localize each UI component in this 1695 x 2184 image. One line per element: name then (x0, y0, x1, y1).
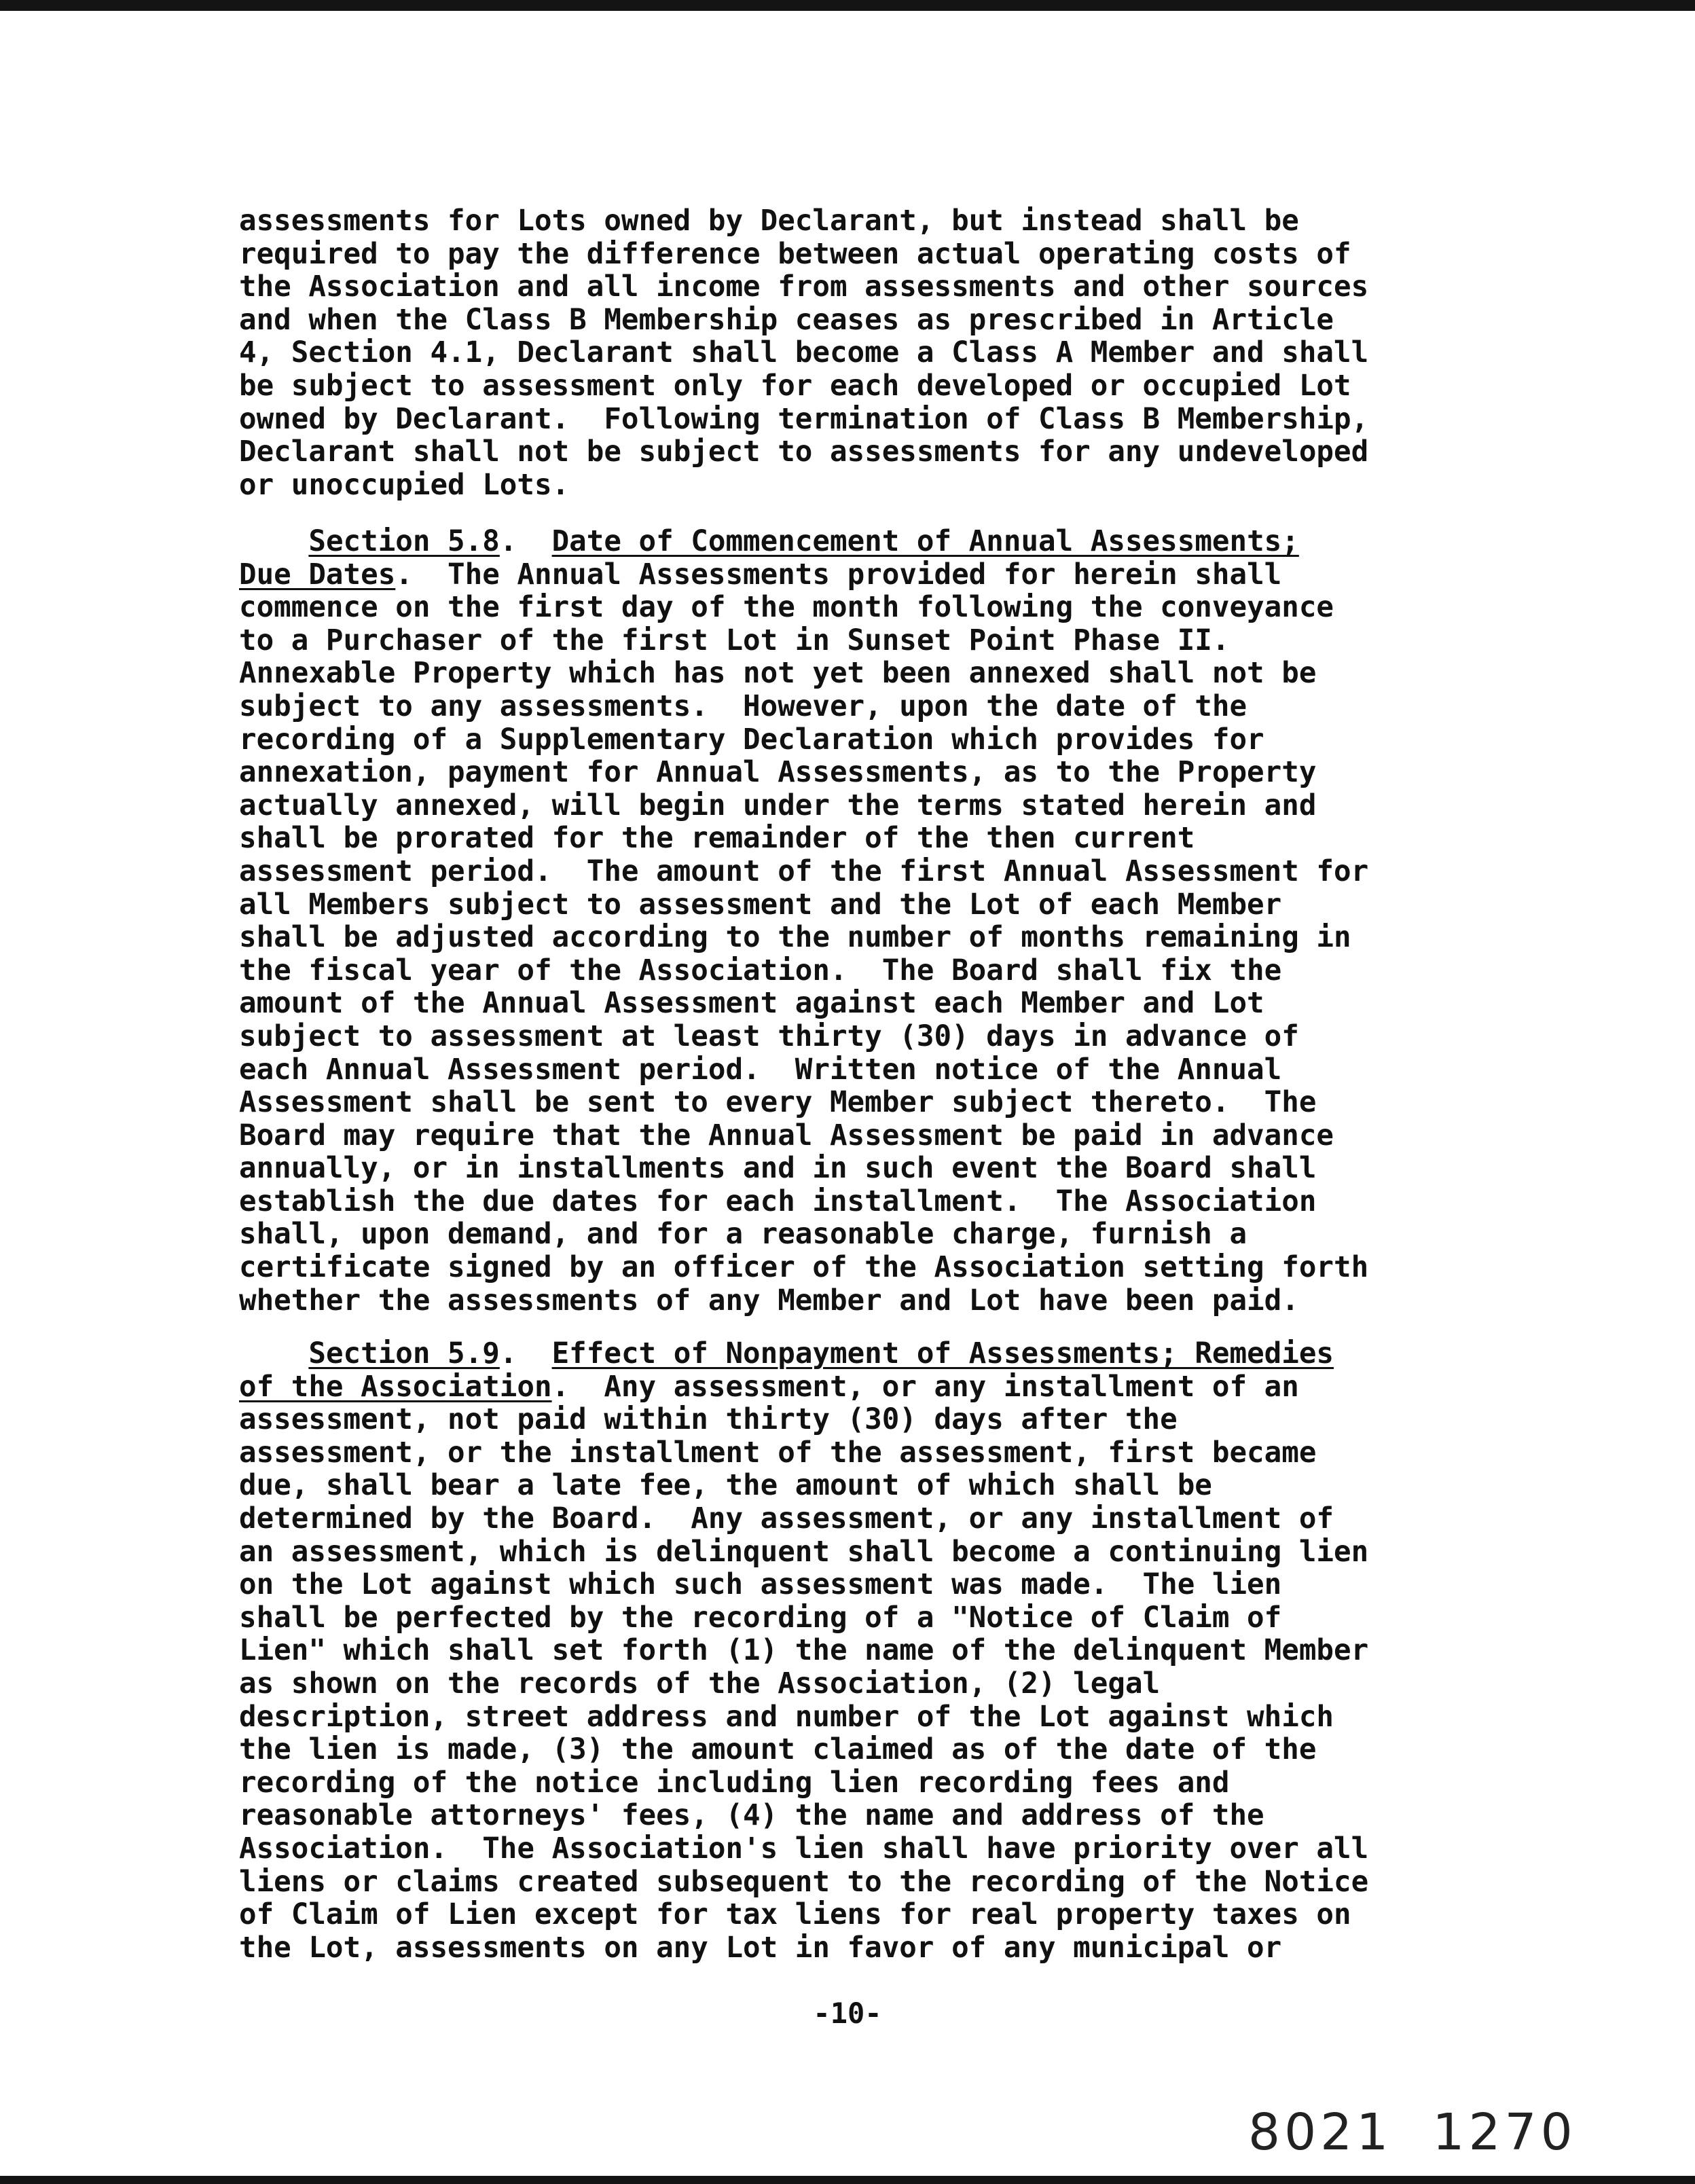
text-line: assessment, not paid within thirty (30) days after the (239, 1403, 1178, 1437)
text-line: liens or claims created subsequent to the recording of the Notice (239, 1865, 1369, 1899)
text-line: Declarant shall not be subject to assessments for any undeveloped (239, 435, 1369, 469)
section-heading-line (239, 1371, 1529, 1404)
text-line: reasonable attorneys' fees, (4) the name and address of the (239, 1799, 1264, 1833)
text-line: recording of the notice including lien recording fees and (239, 1766, 1230, 1800)
section-5-9 (239, 1338, 1529, 1965)
text-line: Board may require that the Annual Assessment be paid in advance (239, 1118, 1334, 1152)
text-line: the lien is made, (3) the amount claimed as of the date of the (239, 1733, 1317, 1767)
section-heading-line (239, 526, 1529, 559)
text-line: assessments for Lots owned by Declarant, but instead shall be (239, 204, 1299, 238)
heading-indent (239, 525, 308, 558)
text-line: amount of the Annual Assessment against each Member and Lot (239, 987, 1264, 1021)
text-line: actually annexed, will begin under the terms stated herein and (239, 788, 1317, 822)
text-line: shall be perfected by the recording of a "Notice of Claim of (239, 1601, 1282, 1635)
text-line: due, shall bear a late fee, the amount of which shall be (239, 1469, 1212, 1503)
text-line: annually, or in installments and in such event the Board shall (239, 1152, 1317, 1186)
text-line: shall be adjusted according to the number of months remaining in (239, 921, 1351, 955)
section-heading-line (239, 1338, 1529, 1371)
scan-bottom-edge (0, 2176, 1695, 2184)
section-separator: . (499, 1337, 552, 1370)
text-line: each Annual Assessment period. Written notice of the Annual (239, 1053, 1282, 1087)
text-line: all Members subject to assessment and the Lot of each Member (239, 888, 1282, 922)
section-number: Section 5.8 (308, 525, 500, 558)
text-line: and when the Class B Membership ceases as prescribed in Article (239, 303, 1334, 337)
heading-indent (239, 1337, 308, 1370)
section-body-start: . Any assessment, or any installment of an (551, 1370, 1299, 1404)
text-line: be subject to assessment only for each developed or occupied Lot (239, 369, 1351, 403)
text-line: Annexable Property which has not yet been annexed shall not be (239, 657, 1317, 691)
text-line: recording of a Supplementary Declaration which provides for (239, 723, 1264, 757)
text-line: commence on the first day of the month following the conveyance (239, 591, 1334, 625)
text-line: of Claim of Lien except for tax liens for real property taxes on (239, 1898, 1351, 1932)
section-title: Effect of Nonpayment of Assessments; Remedies (551, 1337, 1334, 1370)
text-line: certificate signed by an officer of the Association setting forth (239, 1251, 1369, 1285)
section-5-8 (239, 526, 1529, 1317)
text-line: Assessment shall be sent to every Member subject thereto. The (239, 1086, 1317, 1120)
text-line: shall, upon demand, and for a reasonable charge, furnish a (239, 1218, 1247, 1252)
text-line: Association. The Association's lien shall have priority over all (239, 1832, 1369, 1866)
section-heading-line (239, 559, 1529, 592)
text-line: 4, Section 4.1, Declarant shall become a Class A Member and shall (239, 336, 1369, 370)
section-title-continued: of the Association (239, 1370, 552, 1404)
document-id-stamp: 8021 1270 (1248, 2103, 1577, 2162)
text-line: annexation, payment for Annual Assessments, as to the Property (239, 756, 1317, 790)
section-title-continued: Due Dates (239, 558, 396, 592)
text-line: owned by Declarant. Following termination of Class B Membership, (239, 402, 1369, 436)
text-line: subject to any assessments. However, upon the date of the (239, 689, 1247, 723)
paragraph-continuation (239, 205, 1529, 502)
text-line: or unoccupied Lots. (239, 468, 570, 502)
text-line: shall be prorated for the remainder of the then current (239, 822, 1195, 856)
text-line: to a Purchaser of the first Lot in Sunset Point Phase II. (239, 623, 1230, 657)
text-line: the fiscal year of the Association. The Board shall fix the (239, 953, 1282, 987)
text-line: description, street address and number of the Lot against which (239, 1700, 1334, 1734)
page-number: -10- (813, 1997, 882, 2030)
text-line: assessment, or the installment of the assessment, first became (239, 1436, 1317, 1470)
text-line: the Lot, assessments on any Lot in favor of any municipal or (239, 1931, 1282, 1965)
scan-top-edge (0, 0, 1695, 11)
text-line: subject to assessment at least thirty (30) days in advance of (239, 1019, 1299, 1053)
text-line: required to pay the difference between actual operating costs of (239, 237, 1351, 271)
text-line: an assessment, which is delinquent shall become a continuing lien (239, 1535, 1369, 1569)
text-line: determined by the Board. Any assessment, or any installment of (239, 1502, 1334, 1535)
text-line: the Association and all income from assessments and other sources (239, 270, 1369, 304)
section-title: Date of Commencement of Annual Assessments; (551, 525, 1299, 558)
section-separator: . (499, 525, 552, 558)
section-body-start: . The Annual Assessments provided for herein shall (395, 558, 1282, 592)
text-line: establish the due dates for each installment. The Association (239, 1184, 1317, 1218)
text-line: as shown on the records of the Association, (2) legal (239, 1667, 1161, 1700)
text-line: Lien" which shall set forth (1) the name of the delinquent Member (239, 1634, 1369, 1668)
text-line: on the Lot against which such assessment was made. The lien (239, 1568, 1282, 1602)
text-line: assessment period. The amount of the first Annual Assessment for (239, 854, 1369, 888)
section-number: Section 5.9 (308, 1337, 500, 1370)
text-line: whether the assessments of any Member and Lot have been paid. (239, 1284, 1299, 1317)
